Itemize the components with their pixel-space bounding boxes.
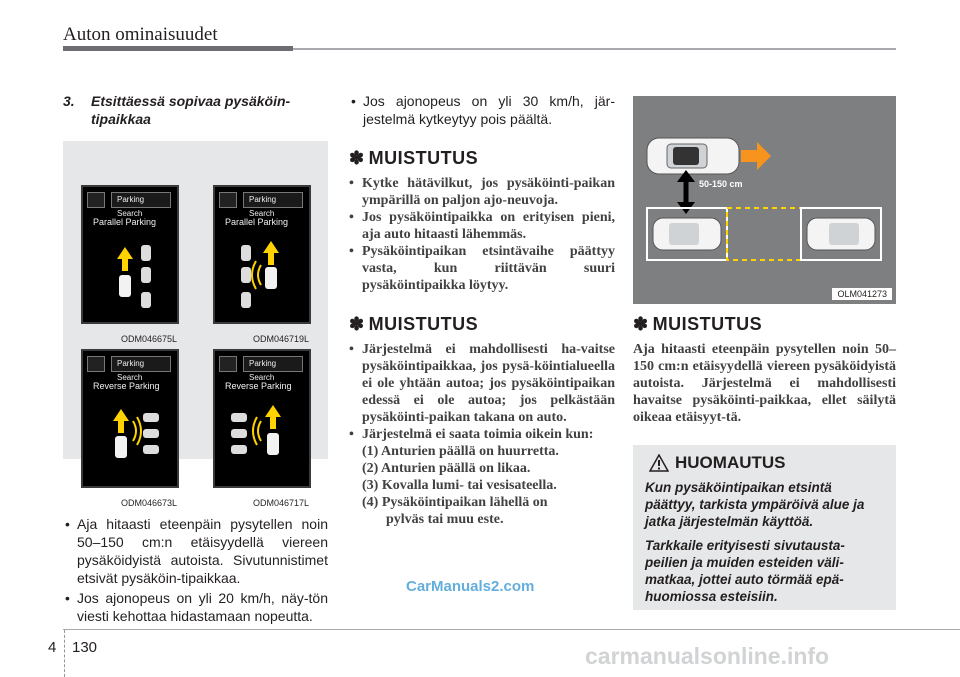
condition-item: (2) Anturien päällä on likaa.	[362, 461, 531, 476]
step-number: 3.	[63, 93, 75, 109]
condition-item: (3) Kovalla lumi- tai vesisateella.	[362, 478, 557, 493]
figure-code: ODM046675L	[121, 334, 178, 344]
header-rule-dark	[63, 46, 293, 51]
memo-body: Aja hitaasti eteenpäin pysytellen noin 50–150 cm:n etäisyydellä viereen pysäköidyistä autoista. Järjestelmä ei mahdollisesti havaitse pysäköinti-paikkaa, ellet säilytä oikeaa etäisyyt-tä.	[633, 342, 896, 425]
parking-distance-diagram	[633, 96, 896, 304]
list-item: • Pysäköintipaikan etsintävaihe päättyy vasta, kun riittävän suuri pysäköintipaikka löytyy.	[349, 244, 615, 293]
watermark-link[interactable]: CarManuals2.com	[406, 578, 535, 595]
figure-parallel-parking-1	[81, 185, 179, 324]
parking-search-figures	[63, 141, 328, 508]
caution-heading: HUOMAUTUS	[649, 453, 884, 473]
parking-search-bar: Parking Search	[243, 356, 303, 372]
column-right	[633, 96, 896, 426]
list-item: • Järjestelmä ei mahdollisesti ha-vaitse pysäköintipaikkaa, jos pysä-köintialueella ei ole yhtään autoa; jos pysäköintipaikan edessä ei ole autoa; jos pelkästään pysäköinti-paikan takana on auto.	[349, 342, 615, 425]
memo-heading: ✽ MUISTUTUS	[633, 314, 763, 334]
caution-paragraph: Kun pysäköintipaikan etsintä päättyy, tarkista ympäröivä alue ja jatka järjestelmän käyttöä.	[645, 480, 865, 529]
list-item: • Aja hitaasti eteenpäin pysytellen noin 50–150 cm:n etäisyydellä viereen pysäköidyistä autoista. Sivutunnistimet etsivät pysäköin-tipaikkaa.	[65, 516, 328, 586]
parking-search-bar: Parking Search	[111, 192, 171, 208]
list-item: • Jos ajonopeus on yli 20 km/h, näy-tön viesti kehottaa hidastamaan nopeutta.	[65, 590, 328, 624]
figure-parallel-parking-2	[213, 185, 311, 324]
parking-mode-label: Reverse Parking	[93, 381, 160, 391]
condition-item-continued: pylväs tai muu este.	[386, 512, 504, 527]
asterisk-icon: ✽	[633, 314, 649, 334]
parking-search-bar: Parking Search	[243, 192, 303, 208]
figure-reverse-parking-2	[213, 349, 311, 488]
figure-code: OLM041273	[832, 288, 892, 300]
list-item: • Jos pysäköintipaikka on erityisen pieni, aja auto hitaasti lähemmäs.	[349, 210, 615, 242]
figure-code: ODM046673L	[121, 498, 178, 508]
screen-button-icon	[87, 192, 105, 208]
screen-button-icon	[87, 356, 105, 372]
instruction-list	[63, 515, 328, 625]
figure-reverse-parking-1	[81, 349, 179, 488]
caution-paragraph: Tarkkaile erityisesti sivutausta-peilien ja muiden esteiden väli-matkaa, jottei auto törmää epä-huomiossa esteisiin.	[645, 538, 845, 604]
parking-mode-label: Reverse Parking	[225, 381, 292, 391]
screen-button-icon	[219, 356, 237, 372]
section-title: Auton ominaisuudet	[63, 24, 218, 45]
parking-mode-label: Parallel Parking	[93, 217, 157, 227]
footer-divider	[64, 630, 65, 677]
list-item: • Jos ajonopeus on yli 30 km/h, jär-jestelmä kytkeytyy pois päältä.	[351, 93, 615, 127]
column-middle	[349, 92, 615, 528]
list-item: • Kytke hätävilkut, jos pysäköinti-paikan ympärillä on paljon ajo-neuvoja.	[349, 176, 615, 208]
caution-box	[633, 445, 896, 610]
asterisk-icon: ✽	[349, 148, 365, 168]
footer-rule	[63, 629, 960, 630]
figure-code: ODM046717L	[253, 498, 310, 508]
page-number: 130	[72, 639, 98, 656]
memo-list	[349, 175, 615, 294]
memo-heading: ✽ MUISTUTUS	[349, 148, 479, 168]
asterisk-icon: ✽	[349, 314, 365, 334]
memo-heading: ✽ MUISTUTUS	[349, 314, 479, 334]
screen-button-icon	[219, 192, 237, 208]
figure-code: ODM046719L	[253, 334, 310, 344]
parking-diagram-illustration	[633, 96, 896, 304]
list-item: • Järjestelmä ei saata toimia oikein kun:	[349, 427, 594, 442]
condition-item: (4) Pysäköintipaikan lähellä on	[362, 495, 548, 510]
parking-mode-label: Parallel Parking	[225, 217, 289, 227]
parking-search-bar: Parking Search	[111, 356, 171, 372]
column-left	[63, 92, 328, 627]
memo-list	[349, 341, 615, 528]
step-heading	[63, 92, 328, 128]
condition-item: (1) Anturien päällä on huurretta.	[362, 444, 559, 459]
chapter-number: 4	[48, 639, 57, 656]
step-text: Etsittäessä sopivaa pysäköin-tipaikkaa	[91, 93, 291, 127]
header-rule-light	[293, 48, 896, 50]
distance-label: 50-150 cm	[699, 179, 743, 189]
warning-icon	[649, 454, 669, 472]
watermark-text: carmanualsonline.info	[585, 643, 830, 669]
